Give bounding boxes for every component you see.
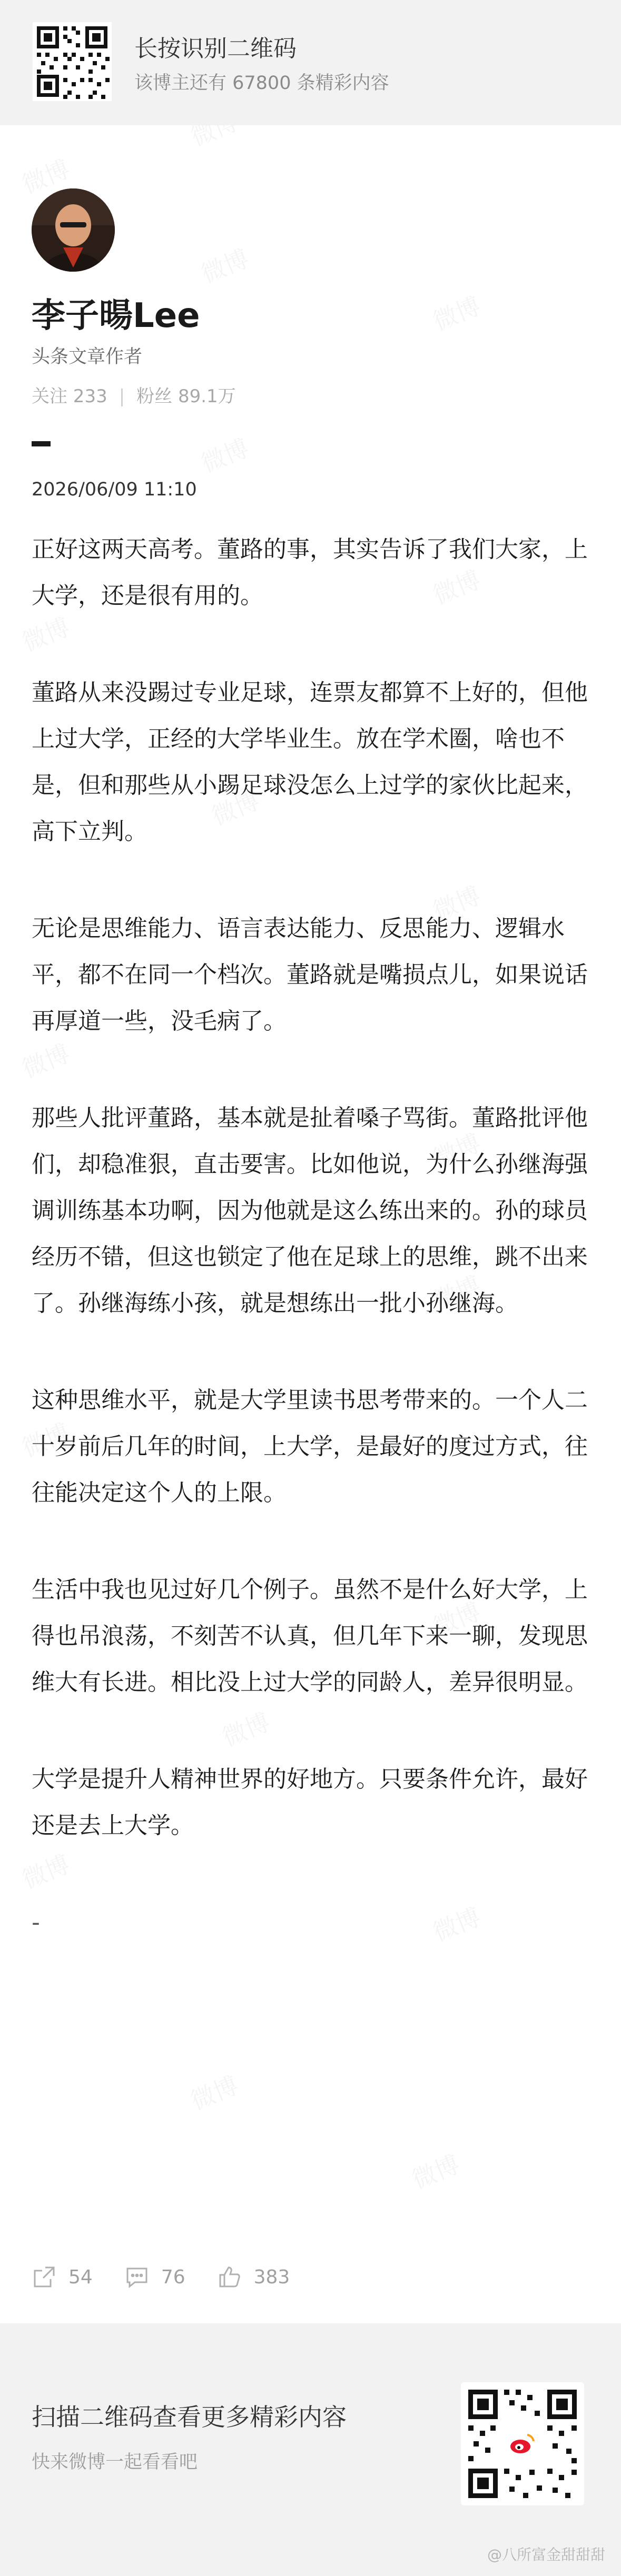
author-description: 头条文章作者	[32, 346, 143, 367]
watermark-text	[195, 240, 253, 290]
banner-subtitle: 该博主还有 67800 条精彩内容	[134, 73, 389, 94]
post-date: 2026/06/09 11:10	[32, 479, 197, 500]
author-name[interactable]: 李子暘Lee	[32, 296, 200, 335]
article-paragraph: 这种思维水平，就是大学里读书思考带来的。一个人二十岁前后几年的时间，上大学，是最好的度过方式，往往能决定这个人的上限。	[32, 1387, 588, 1506]
qr-code-icon[interactable]	[33, 22, 112, 101]
section-divider	[32, 441, 51, 446]
top-qr-banner[interactable]	[0, 0, 621, 125]
bottom-qr-banner[interactable]	[0, 2323, 621, 2576]
stats-separator: |	[119, 386, 125, 407]
watermark-text	[195, 429, 253, 480]
thumbs-up-icon	[217, 2264, 242, 2290]
article-paragraph: 正好这两天高考。董路的事，其实告诉了我们大家，上大学，还是很有用的。	[32, 536, 588, 609]
like-button[interactable]	[217, 2264, 290, 2290]
watermark-text	[406, 2145, 464, 2196]
article-paragraph: 无论是思维能力、语言表达能力、反思能力、逻辑水平，都不在同一个档次。董路就是嘴损点儿，如果说话再厚道一些，没毛病了。	[32, 915, 588, 1035]
comment-count: 76	[161, 2266, 185, 2288]
banner-title: 长按识别二维码	[134, 35, 297, 62]
share-icon	[32, 2264, 57, 2290]
bottom-banner-title: 扫描二维码查看更多精彩内容	[32, 2403, 347, 2431]
article-paragraph: 那些人批评董路，基本就是扯着嗓子骂街。董路批评他们，却稳准狠，直击要害。比如他说，为什么孙继海强调训练基本功啊，因为他就是这么练出来的。孙的球员经历不错，但这也锁定了他在足球上的思维，跳不出来了。孙继海练小孩，就是想练出一批小孙继海。	[32, 1105, 588, 1317]
bottom-banner-subtitle: 快来微博一起看看吧	[32, 2452, 198, 2473]
qr-code-icon[interactable]	[461, 2382, 584, 2505]
follow-count[interactable]: 关注 233	[32, 386, 107, 407]
share-count: 54	[68, 2266, 93, 2288]
action-bar	[32, 2256, 321, 2298]
avatar[interactable]	[32, 188, 115, 272]
comment-icon	[124, 2264, 150, 2290]
fans-count[interactable]: 粉丝 89.1万	[136, 386, 236, 407]
comment-button[interactable]	[124, 2264, 185, 2290]
watermark-text	[185, 2066, 243, 2117]
article-paragraph: 董路从来没踢过专业足球，连票友都算不上好的，但他上过大学，正经的大学毕业生。放在学术圈，啥也不是，但和那些从小踢足球没怎么上过学的家伙比起来，高下立判。	[32, 679, 588, 845]
article-paragraph: 大学是提升人精神世界的好地方。只要条件允许，最好还是去上大学。	[32, 1766, 588, 1839]
watermark-credit: @八所富金甜甜甜	[487, 2546, 605, 2563]
share-button[interactable]	[32, 2264, 93, 2290]
article-paragraph: 生活中我也见过好几个例子。虽然不是什么好大学，上得也吊浪荡，不刻苦不认真，但几年下来一聊，发现思维大有长进。相比没上过大学的同龄人，差异很明显。	[32, 1576, 588, 1696]
watermark-text	[427, 287, 485, 337]
like-count: 383	[253, 2266, 290, 2288]
author-stats	[32, 382, 236, 407]
article-body	[32, 526, 590, 1996]
article-end-mark: -	[32, 1909, 40, 1936]
